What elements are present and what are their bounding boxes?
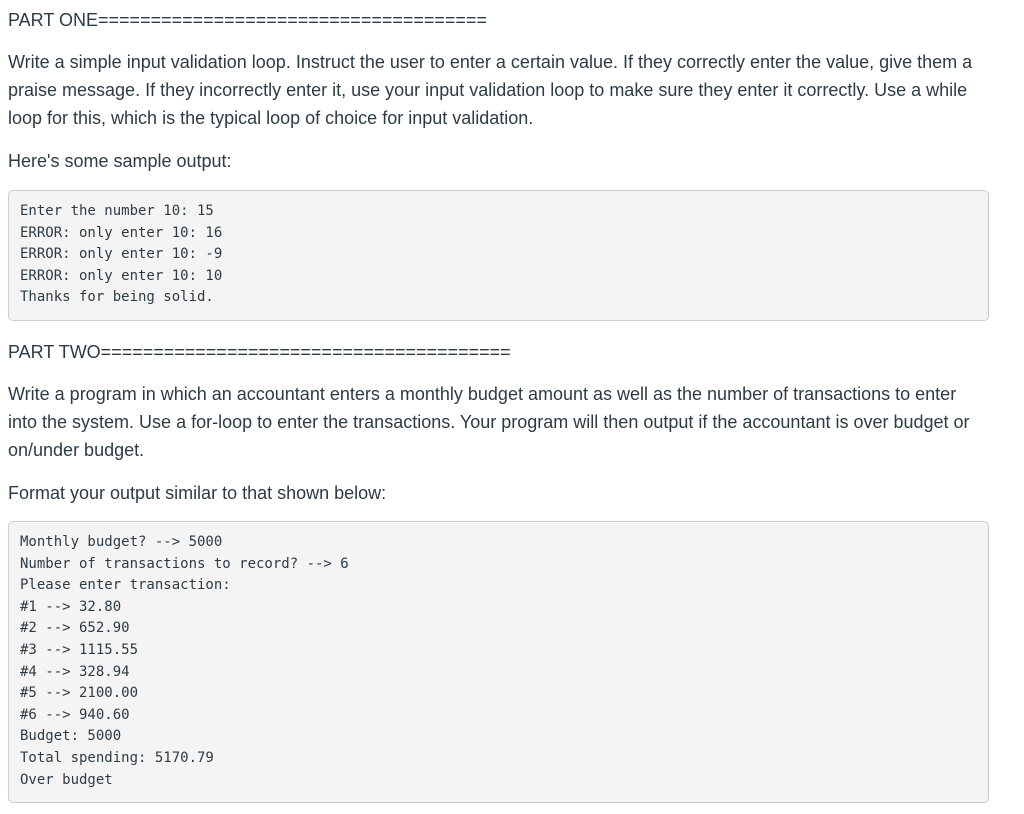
code-line: #2 --> 652.90	[20, 620, 130, 637]
code-line: #5 --> 2100.00	[20, 685, 139, 702]
part-one-heading: PART ONE=====================================	[8, 10, 487, 30]
code-line: #1 --> 32.80	[20, 598, 122, 615]
part-one-sample-intro: Here's some sample output:	[8, 151, 232, 171]
part-two-format-intro: Format your output similar to that shown below:	[8, 483, 387, 503]
code-line: Budget: 5000	[20, 728, 122, 745]
code-line: Total spending: 5170.79	[20, 749, 214, 766]
code-line: Number of transactions to record? --> 6	[20, 555, 349, 572]
code-line: ERROR: only enter 10: -9	[20, 246, 223, 263]
code-line: Monthly budget? --> 5000	[20, 534, 223, 550]
code-line: Over budget	[20, 771, 113, 788]
part-two-sample-output	[8, 521, 989, 803]
code-line: #6 --> 940.60	[20, 706, 130, 723]
code-line: Enter the number 10: 15	[20, 203, 214, 219]
part-two-description: Write a program in which an accountant enters a monthly budget amount as well as the number of transactions to enter into the system. Use a for-loop to enter the transactions. Your program will then output if the accountant is over budget or on/under budget.	[8, 384, 970, 460]
part-one-description: Write a simple input validation loop. Instruct the user to enter a certain value. If they correctly enter the value, give them a praise message. If they incorrectly enter it, use your input validation loop to make sure they enter it correctly. Use a while loop for this, which is the typical loop of choice for input validation.	[8, 52, 973, 128]
part-one-sample-output	[8, 190, 989, 321]
code-line: #4 --> 328.94	[20, 663, 130, 680]
code-line: ERROR: only enter 10: 16	[20, 224, 223, 241]
code-line: Please enter transaction:	[20, 577, 231, 594]
part-two-heading: PART TWO=======================================	[8, 342, 511, 362]
code-line: #3 --> 1115.55	[20, 641, 139, 658]
code-line: Thanks for being solid.	[20, 289, 214, 306]
code-line: ERROR: only enter 10: 10	[20, 267, 223, 284]
